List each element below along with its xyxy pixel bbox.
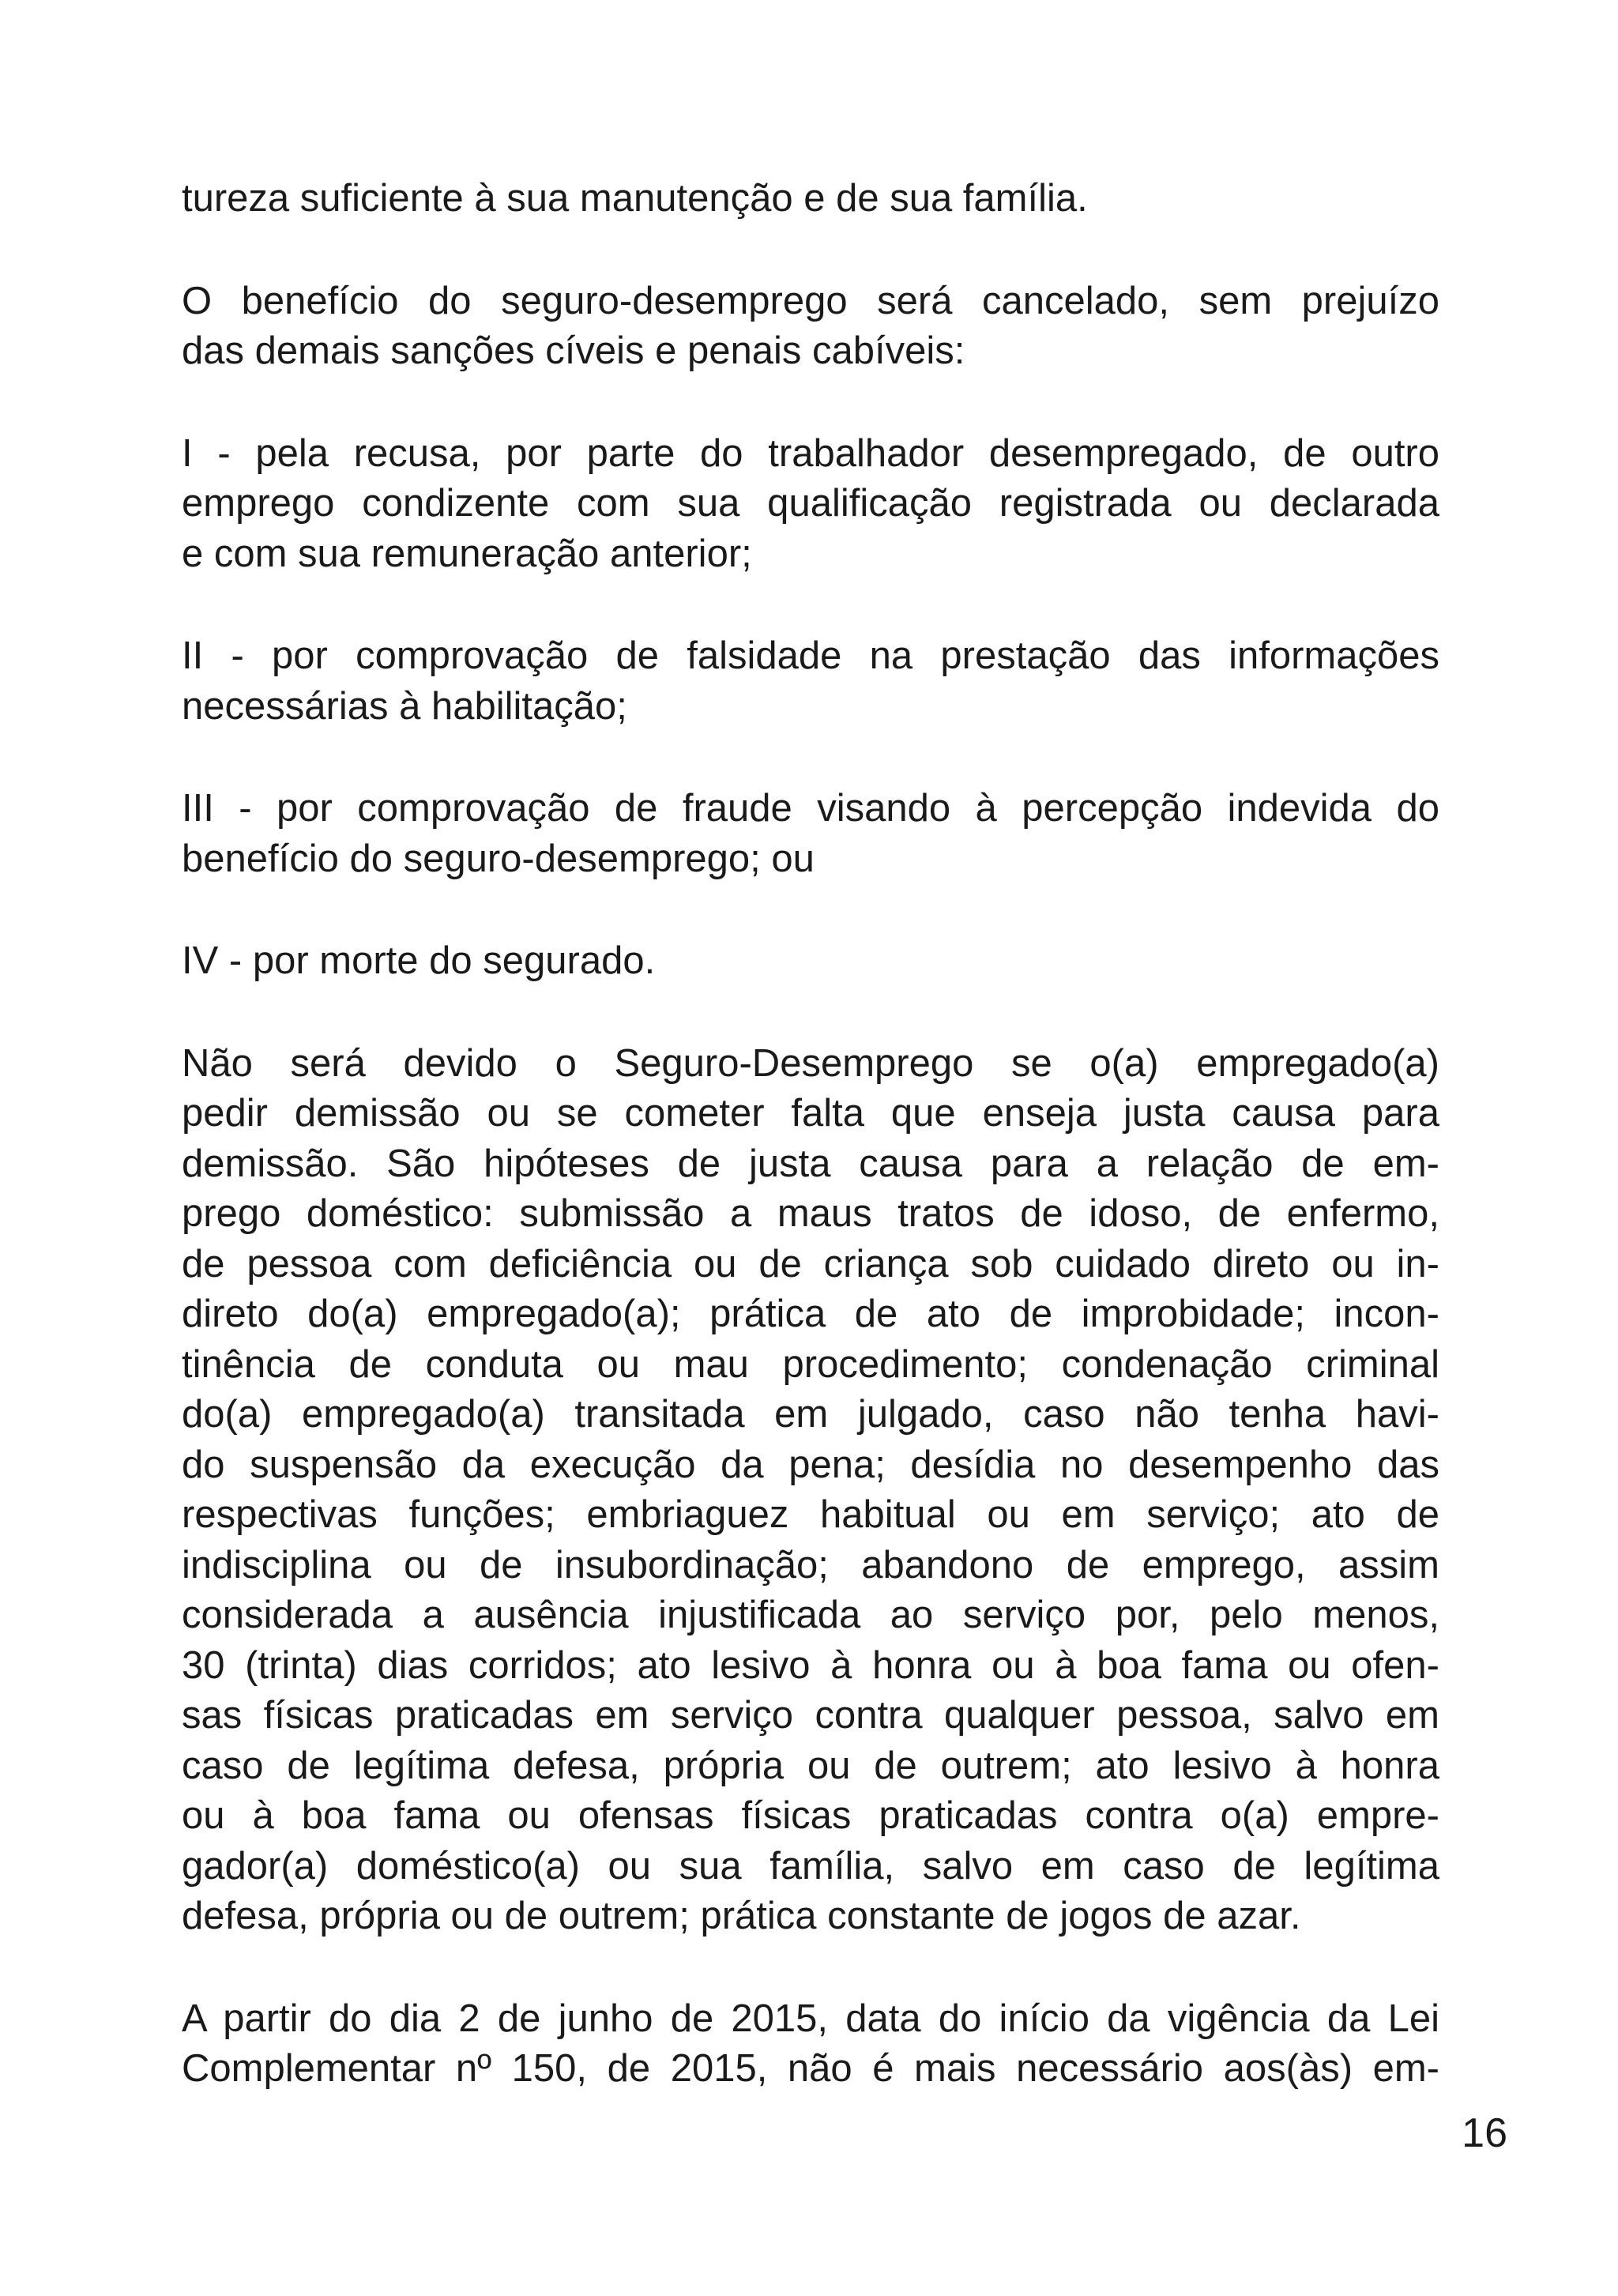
body-paragraph [182, 631, 1439, 732]
body-paragraph [182, 1039, 1439, 1942]
text-line: gador(a) doméstico(a) ou sua família, salvo em caso de legítima [182, 1844, 1439, 1888]
text-line: III - por comprovação de fraude visando à percepção indevida do [182, 787, 1439, 830]
text-line: direto do(a) empregado(a); prática de ato de improbidade; incon- [182, 1293, 1439, 1335]
text-line: indisciplina ou de insubordinação; abandono de emprego, assim [182, 1543, 1439, 1586]
text-line: do suspensão da execução da pena; desídia no desempenho das [182, 1443, 1439, 1486]
page-number: 16 [1462, 2110, 1507, 2156]
text-line: demissão. São hipóteses de justa causa para a relação de em- [182, 1142, 1439, 1185]
text-line: II - por comprovação de falsidade na prestação das informações [182, 634, 1439, 677]
text-line: 30 (trinta) dias corridos; ato lesivo à honra ou à boa fama ou ofen- [182, 1643, 1439, 1687]
text-line: das demais sanções cíveis e penais cabíveis: [182, 329, 965, 372]
text-line: emprego condizente com sua qualificação registrada ou declarada [182, 482, 1439, 525]
body-paragraph [182, 936, 1439, 987]
body-paragraph [182, 784, 1439, 884]
text-line: tinência de conduta ou mau procedimento; condenação criminal [182, 1342, 1439, 1386]
text-line: Não será devido o Seguro-Desemprego se o(a) empregado(a) [182, 1041, 1439, 1085]
body-paragraph [182, 1994, 1439, 2095]
text-line: de pessoa com deficiência ou de criança sob cuidado direto ou in- [182, 1242, 1439, 1285]
body-paragraph [182, 174, 1439, 224]
text-line: ou à boa fama ou ofensas físicas praticadas contra o(a) empre- [182, 1794, 1439, 1837]
text-line: IV - por morte do segurado. [182, 939, 656, 982]
text-line: benefício do seguro-desemprego; ou [182, 837, 815, 880]
text-line: defesa, própria ou de outrem; prática constante de jogos de azar. [182, 1895, 1301, 1937]
text-line: A partir do dia 2 de junho de 2015, data do início da vigência da Lei [182, 1997, 1439, 2040]
text-line: caso de legítima defesa, própria ou de outrem; ato lesivo à honra [182, 1744, 1439, 1787]
body-paragraph [182, 277, 1439, 377]
text-line: do(a) empregado(a) transitada em julgado, caso não tenha havi- [182, 1393, 1439, 1436]
text-line: considerada a ausência injustificada ao serviço por, pelo menos, [182, 1594, 1439, 1636]
text-line: respectivas funções; embriaguez habitual ou em serviço; ato de [182, 1493, 1439, 1536]
body-paragraph [182, 429, 1439, 580]
page-body [182, 174, 1439, 2147]
text-line: sas físicas praticadas em serviço contra qualquer pessoa, salvo em [182, 1694, 1439, 1737]
text-line: e com sua remuneração anterior; [182, 532, 752, 575]
text-line: necessárias à habilitação; [182, 684, 627, 728]
text-line: Complementar nº 150, de 2015, não é mais necessário aos(às) em- [182, 2047, 1439, 2090]
text-line: prego doméstico: submissão a maus tratos de idoso, de enfermo, [182, 1192, 1439, 1235]
text-line: tureza suficiente à sua manutenção e de sua família. [182, 177, 1088, 220]
text-line: pedir demissão ou se cometer falta que enseja justa causa para [182, 1092, 1439, 1135]
text-line: O benefício do seguro-desemprego será cancelado, sem prejuízo [182, 279, 1439, 322]
text-line: I - pela recusa, por parte do trabalhador desempregado, de outro [182, 431, 1439, 475]
